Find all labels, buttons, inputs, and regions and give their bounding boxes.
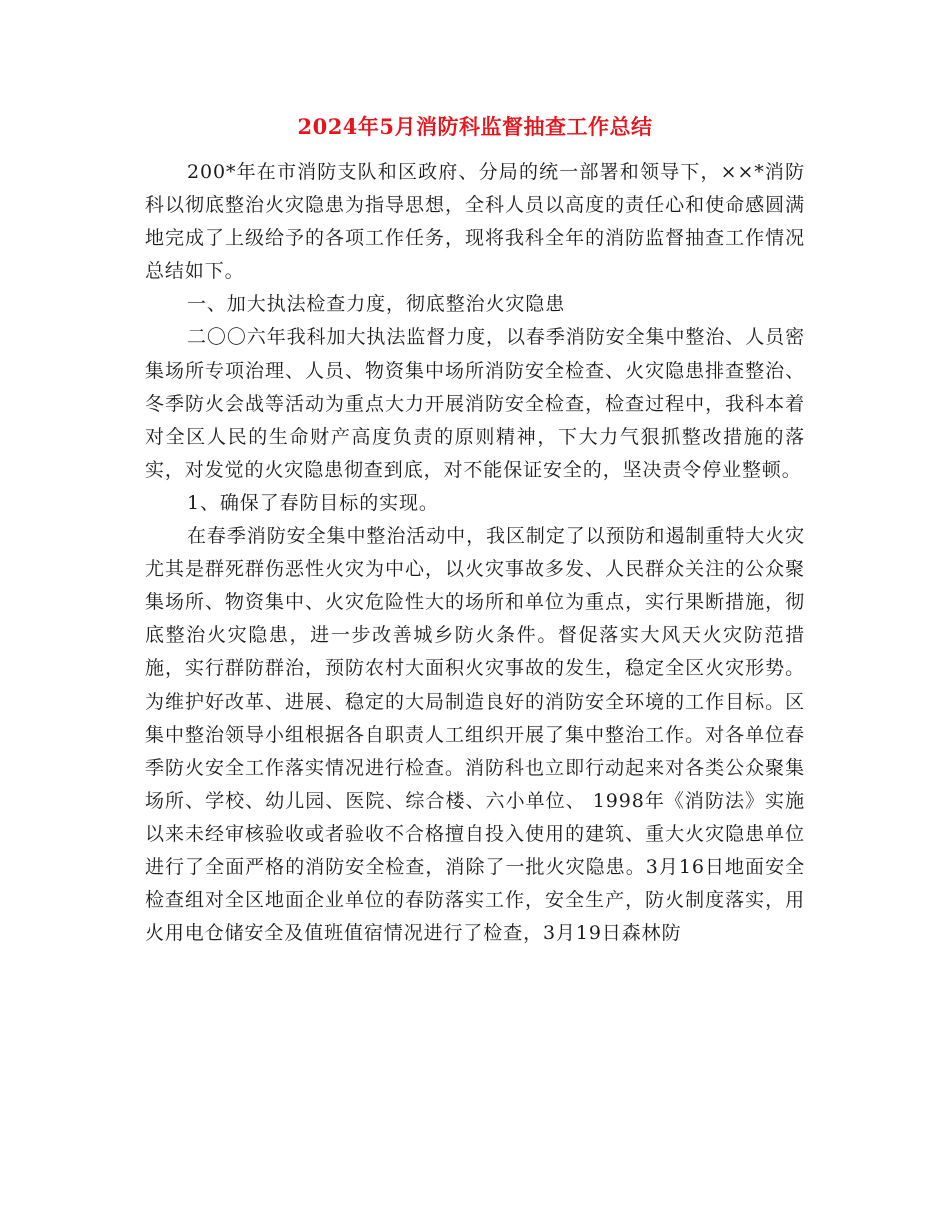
paragraph-intro: 200*年在市消防支队和区政府、分局的统一部署和领导下，××*消防科以彻底整治火灾隐患为指导思想，全科人员以高度的责任心和使命感圆满地完成了上级给予的各项工作任务，现将我科全年的消防监督抽查工作情况总结如下。 [145,161,805,283]
subsection-heading-1: 1、确保了春防目标的实现。 [187,491,439,514]
document-title: 2024年5月消防科监督抽查工作总结 [297,114,653,139]
paragraph-spring-campaign: 在春季消防安全集中整治活动中，我区制定了以预防和遏制重特大火灾尤其是群死群伤恶性火灾为中心，以火灾事故多发、人民群众关注的公众聚集场所、物资集中、火灾危险性大的场所和单位为重点，实行果断措施，彻底整治火灾隐患，进一步改善城乡防火条件。督促落实大风天火灾防范措施，实行群防群治，预防农村大面积火灾事故的发生，稳定全区火灾形势。为维护好改革、进展、稳定的大局制造良好的消防安全环境的工作目标。区集中整治领导小组根据各自职责人工组织开展了集中整治工作。对各单位春季防火安全工作落实情况进行检查。消防科也立即行动起来对各类公众聚集场所、学校、幼儿园、医院、综合楼、六小单位、 1998年《消防法》实施以来未经审核验收或者验收不合格擅自投入使用的建筑、重大火灾隐患单位进行了全面严格的消防安全检查，消除了一批火灾隐患。3月16日地面安全检查组对全区地面企业单位的春防落实工作，安全生产，防火制度落实，用火用电仓储安全及值班值宿情况进行了检查，3月19日森林防 [145,525,805,945]
paragraph-section-1: 二〇〇六年我科加大执法监督力度，以春季消防安全集中整治、人员密集场所专项治理、人员、物资集中场所消防安全检查、火灾隐患排查整治、冬季防火会战等活动为重点大力开展消防安全检查，检查过程中，我科本着对全区人民的生命财产高度负责的原则精神，下大力气狠抓整改措施的落实，对发觉的火灾隐患彻查到底，对不能保证安全的，坚决责令停业整顿。 [145,326,805,481]
document-body [145,156,805,950]
section-heading-1: 一、加大执法检查力度，彻底整治火灾隐患 [187,293,566,316]
